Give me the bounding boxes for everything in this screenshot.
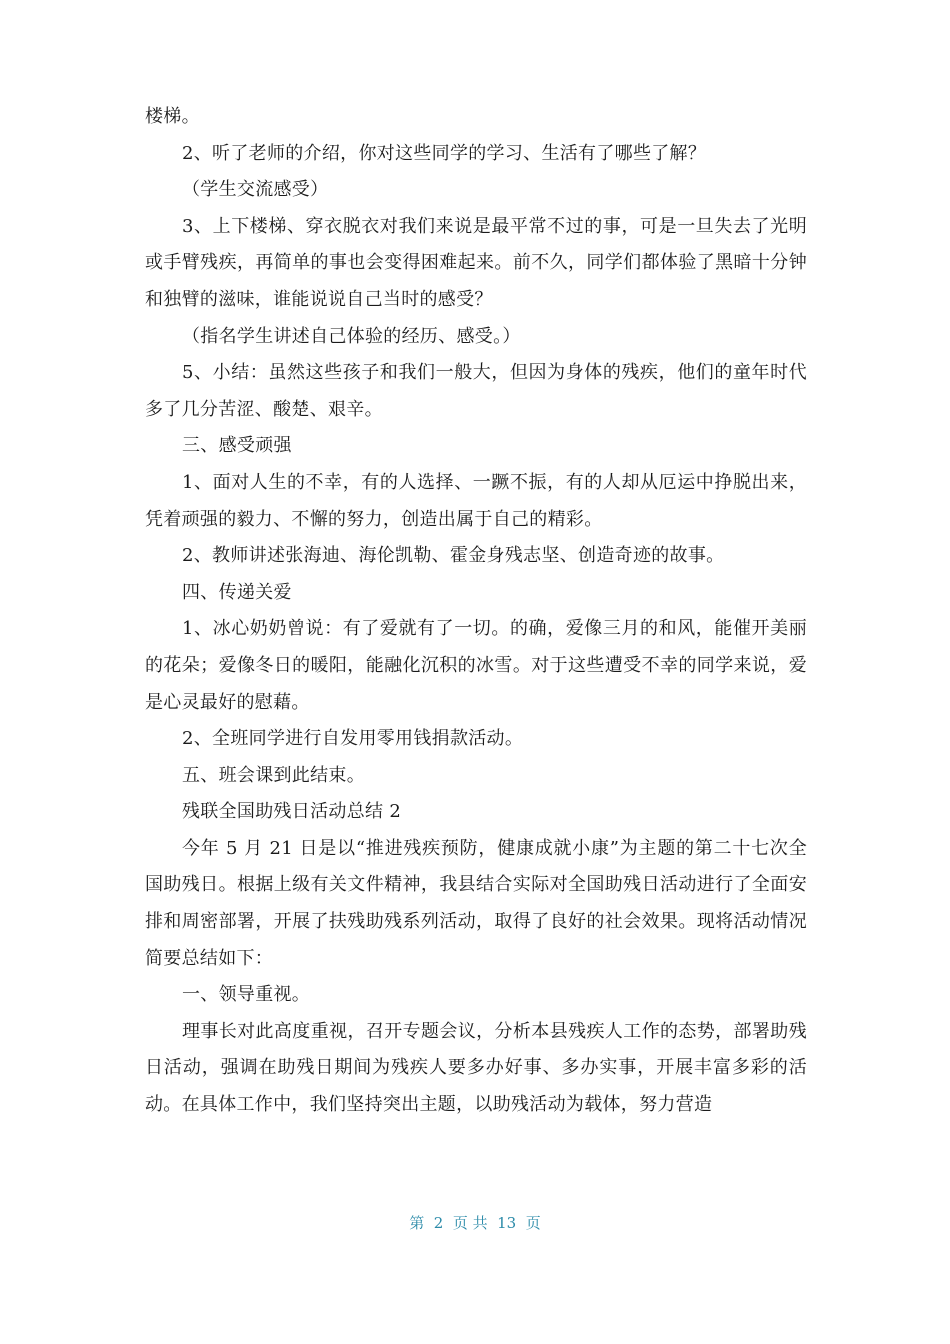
paragraph: 1、冰心奶奶曾说：有了爱就有了一切。的确，爱像三月的和风，能催开美丽的花朵；爱像冬日的暖阳，能融化沉积的冰雪。对于这些遭受不幸的同学来说，爱是心灵最好的慰藉。 xyxy=(145,618,807,713)
section-heading: 一、领导重视。 xyxy=(182,984,311,1006)
paragraph: 楼梯。 xyxy=(145,106,200,127)
page-number: 第 2 页 共 13 页 xyxy=(409,1214,541,1232)
section-heading: 三、感受顽强 xyxy=(182,435,292,457)
document-title: 残联全国助残日活动总结 2 xyxy=(182,801,402,823)
paragraph: 5、小结：虽然这些孩子和我们一般大，但因为身体的残疾，他们的童年时代多了几分苦涩、酸楚、艰辛。 xyxy=(145,362,807,420)
document-body xyxy=(145,99,807,1124)
paragraph: 1、面对人生的不幸，有的人选择、一蹶不振，有的人却从厄运中挣脱出来，凭着顽强的毅力、不懈的努力，创造出属于自己的精彩。 xyxy=(145,471,807,530)
paragraph: （学生交流感受） xyxy=(182,179,329,201)
paragraph: 3、上下楼梯、穿衣脱衣对我们来说是最平常不过的事，可是一旦失去了光明或手臂残疾，再简单的事也会变得困难起来。前不久，同学们都体验了黑暗十分钟和独臂的滋味，谁能说说自己当时的感受？ xyxy=(145,215,807,310)
paragraph: 今年 5 月 21 日是以“推进残疾预防，健康成就小康”为主题的第二十七次全国助残日。根据上级有关文件精神，我县结合实际对全国助残日活动进行了全面安排和周密部署，开展了扶残助残系列活动，取得了良好的社会效果。现将活动情况简要总结如下： xyxy=(145,837,807,969)
section-heading: 四、传递关爱 xyxy=(182,581,292,603)
paragraph: （指名学生讲述自己体验的经历、感受。） xyxy=(182,325,521,347)
paragraph: 2、全班同学进行自发用零用钱捐款活动。 xyxy=(182,728,524,750)
paragraph: 理事长对此高度重视，召开专题会议，分析本县残疾人工作的态势，部署助残日活动，强调在助残日期间为残疾人要多办好事、多办实事，开展丰富多彩的活动。在具体工作中，我们坚持突出主题，以助残活动为载体，努力营造 xyxy=(145,1020,807,1116)
paragraph: 2、教师讲述张海迪、海伦凯勒、霍金身残志坚、创造奇迹的故事。 xyxy=(182,545,725,567)
section-heading: 五、班会课到此结束。 xyxy=(182,764,365,786)
paragraph: 2、听了老师的介绍，你对这些同学的学习、生活有了哪些了解？ xyxy=(182,142,707,164)
